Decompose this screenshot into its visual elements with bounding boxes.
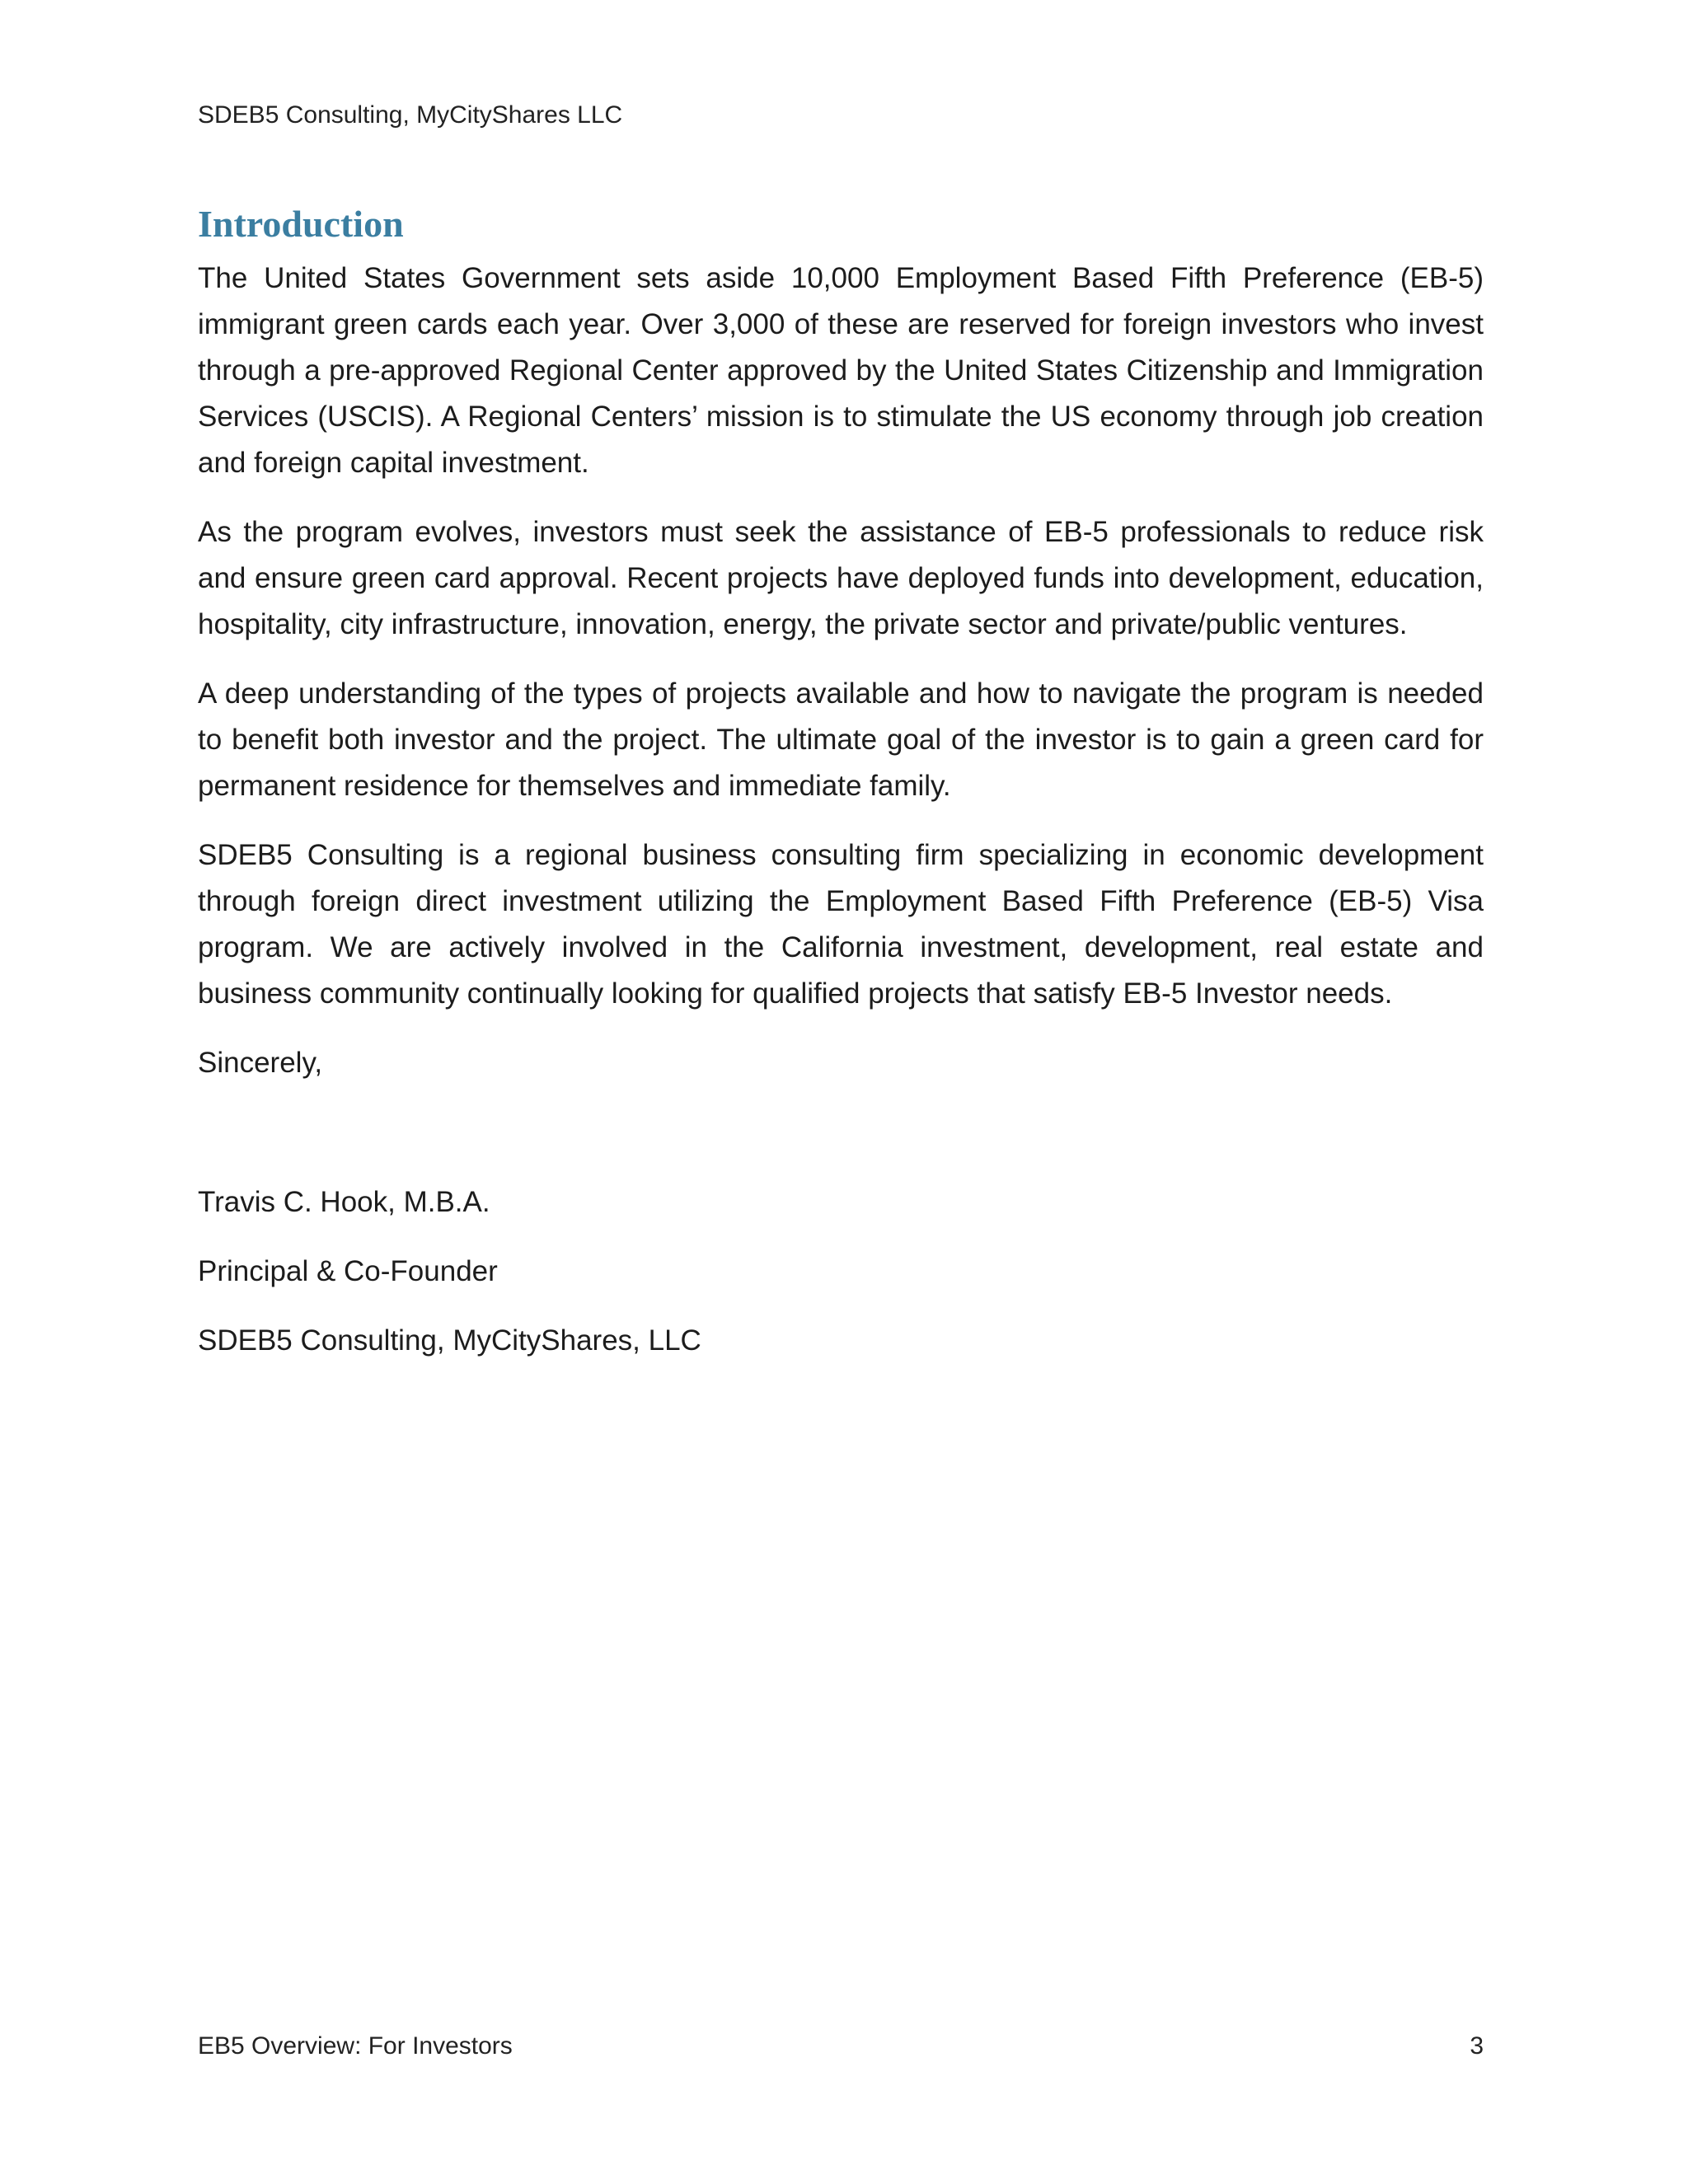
closing-salutation: Sincerely,	[198, 1047, 323, 1079]
body-text	[198, 255, 1484, 1387]
paragraph-2: As the program evolves, investors must seek the assistance of EB-5 professionals to reduce risk and ensure green card approval. Recent projects have deployed funds into development, education, hospitality, city infrastructure, innovation, energy, the private sector and private/public ventures.	[198, 516, 1484, 640]
signer-company: SDEB5 Consulting, MyCityShares, LLC	[198, 1324, 701, 1357]
paragraph-3: A deep understanding of the types of projects available and how to navigate the program is needed to benefit both investor and the project. The ultimate goal of the investor is to gain a green card for permanent residence for themselves and immediate family.	[198, 677, 1484, 802]
page-number: 3	[1470, 2032, 1484, 2060]
paragraph-4: SDEB5 Consulting is a regional business consulting firm specializing in economic development through foreign direct investment utilizing the Employment Based Fifth Preference (EB-5) Visa program. We are actively involved in the California investment, development, real estate and business community continually looking for qualified projects that satisfy EB-5 Investor needs.	[198, 839, 1484, 1010]
section-title: Introduction	[198, 203, 404, 245]
signature-space	[198, 1109, 1484, 1179]
signer-name: Travis C. Hook, M.B.A.	[198, 1186, 490, 1218]
paragraph-1: The United States Government sets aside 10,000 Employment Based Fifth Preference (EB-5) immigrant green cards each year. Over 3,000 of these are reserved for foreign investors who invest through a pre-approved Regional Center approved by the United States Citizenship and Immigration Services (USCIS). A Regional Centers’ mission is to stimulate the US economy through job creation and foreign capital investment.	[198, 262, 1484, 479]
signer-role: Principal & Co-Founder	[198, 1255, 498, 1287]
footer-document-title: EB5 Overview: For Investors	[198, 2032, 513, 2060]
running-header: SDEB5 Consulting, MyCityShares LLC	[198, 101, 623, 129]
